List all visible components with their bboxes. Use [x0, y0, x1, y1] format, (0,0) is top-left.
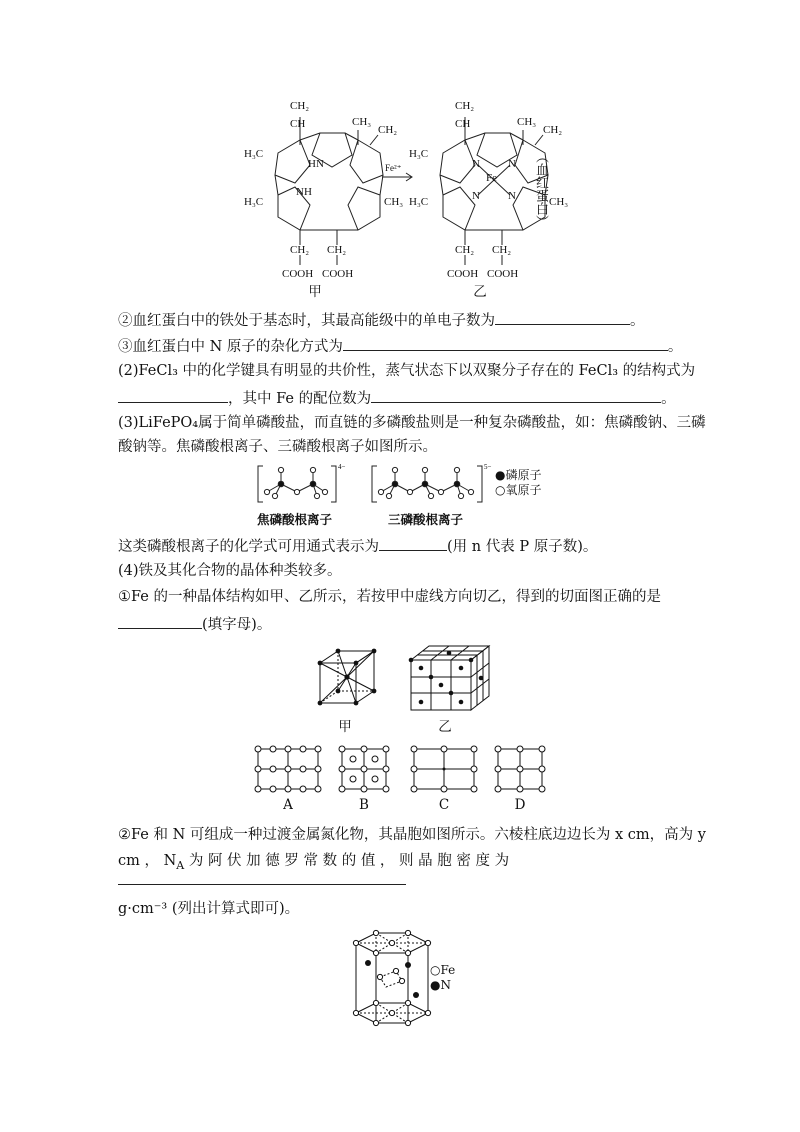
right-ch2-right: CH₂ [543, 124, 563, 136]
p4-q2-line1: ②Fe 和 N 可组成一种过渡金属氮化物，其晶胞如图所示。六棱柱底边边长为 x cm，高为 y [118, 827, 706, 843]
pyro-o-5 [322, 489, 327, 494]
right-n-3: N [472, 190, 480, 202]
right-cooh-1: COOH [447, 268, 479, 280]
tri-o-4 [422, 467, 427, 472]
right-n-1: N [472, 158, 480, 170]
left-ch3-top: CH₃ [352, 116, 372, 128]
pyro-label: 焦磷酸根离子 [257, 512, 333, 527]
pyro-p-2 [310, 481, 316, 487]
tri-o-8 [458, 493, 463, 498]
right-fe: Fe [486, 172, 497, 184]
hexagonal-cell-svg [346, 925, 436, 1033]
cube-yi [405, 640, 495, 715]
option-c-figure [410, 745, 478, 793]
tri-label: 三磷酸根离子 [388, 512, 464, 527]
tri-o-3 [386, 493, 391, 498]
tri-o-2 [392, 467, 397, 472]
left-cooh-1: COOH [282, 268, 314, 280]
left-hn: HN [308, 158, 324, 170]
legend-n: ●N [430, 978, 451, 992]
left-ch3-right: CH₃ [384, 196, 404, 208]
porphyrin-figure [240, 95, 570, 300]
p3-formula-blank[interactable] [379, 534, 447, 551]
left-ch2-chain-2: CH₂ [327, 244, 347, 256]
option-c-label[interactable]: C [438, 797, 450, 813]
tri-charge: 5− [484, 463, 492, 471]
option-a-svg [254, 745, 322, 793]
left-h3c-2: H₃C [244, 196, 264, 208]
hexagonal-legend [430, 963, 455, 993]
p4-q1-line2 [118, 612, 271, 636]
tri-o-bridge-2 [438, 489, 443, 494]
left-ch2-chain-1: CH₂ [290, 244, 310, 256]
p4-q2-density-blank[interactable] [118, 884, 406, 885]
left-h3c-1: H₃C [244, 148, 264, 160]
option-c-svg [410, 745, 478, 793]
p3-line2: 酸钠等。焦磷酸根离子、三磷酸根离子如图所示。 [118, 439, 437, 455]
legend-fe: ○Fe [430, 963, 456, 977]
left-ch2-right: CH₂ [378, 124, 398, 136]
tri-o-5 [428, 493, 433, 498]
pyro-o-4 [310, 467, 315, 472]
p4-q1-end: (填字母)。 [202, 617, 272, 633]
option-d-figure [494, 745, 546, 793]
pyro-p-1 [278, 481, 284, 487]
p2-mid: ，其中 Fe 的配位数为 [228, 391, 372, 407]
p3-formula-line [118, 534, 597, 558]
cube-jia-svg [312, 645, 382, 715]
q3-text: ③血红蛋白中 N 原子的杂化方式为 [118, 339, 343, 355]
right-ch2-chain-2: CH₂ [492, 244, 512, 256]
hexagonal-cell-figure [346, 925, 476, 1035]
p4-q2-cm: cm ， N [118, 853, 177, 869]
p4-q2-unit: g·cm⁻³ (列出计算式即可)。 [118, 901, 300, 917]
q3-line [118, 334, 682, 358]
cube-yi-label: 乙 [438, 719, 452, 735]
right-h3c-1: H₃C [409, 148, 429, 160]
q3-answer-blank[interactable] [343, 334, 668, 351]
tri-p-1 [392, 481, 398, 487]
p4-q2-na-sub: A [176, 858, 185, 872]
left-ch-top: CH [290, 118, 306, 130]
right-ch2-top: CH₂ [455, 100, 475, 112]
right-ch2-chain-1: CH₂ [455, 244, 475, 256]
cube-yi-svg [405, 640, 495, 715]
porphyrin-side-label: （血红蛋白） [533, 150, 548, 228]
p4-intro: (4)铁及其化合物的晶体种类较多。 [118, 563, 342, 579]
legend-oxygen: ○氧原子 [495, 483, 542, 497]
phosphate-legend [495, 468, 541, 498]
right-h3c-2: H₃C [409, 196, 429, 208]
tri-o-1 [378, 489, 383, 494]
left-nh: NH [296, 186, 312, 198]
p3-line1: (3)LiFePO₄属于简单磷酸盐，而直链的多磷酸盐则是一种复杂磷酸盐，如：焦磷酸钠、三磷 [118, 415, 706, 431]
option-a-figure [254, 745, 322, 793]
right-cooh-2: COOH [487, 268, 519, 280]
tri-p-3 [454, 481, 460, 487]
pyro-o-2 [278, 467, 283, 472]
right-ch3-top: CH₃ [517, 116, 537, 128]
pyro-o-1 [264, 489, 269, 494]
left-cooh-2: COOH [322, 268, 354, 280]
p2-coordination-blank[interactable] [371, 386, 661, 403]
p4-q1-line1: ①Fe 的一种晶体结构如甲、乙所示，若按甲中虚线方向切乙，得到的切面图正确的是 [118, 589, 661, 605]
option-d-svg [494, 745, 546, 793]
arrow-label: Fe²⁺ [385, 163, 402, 173]
cube-jia [312, 645, 382, 715]
q2-line [118, 308, 645, 332]
p2-line2 [118, 386, 676, 410]
q2-end: 。 [630, 313, 645, 329]
p2-line1: (2)FeCl₃ 中的化学键具有明显的共价性，蒸气状态下以双聚分子存在的 FeCl₃ 的结构式为 [118, 363, 696, 379]
porphyrin-structures-svg [240, 95, 570, 300]
option-b-label[interactable]: B [359, 797, 369, 813]
q2-answer-blank[interactable] [495, 308, 630, 325]
option-b-svg [338, 745, 390, 793]
pyro-o-3 [272, 493, 277, 498]
pyro-charge: 4− [338, 463, 346, 471]
pyro-o-6 [314, 493, 319, 498]
p3-formula-text: 这类磷酸根离子的化学式可用通式表示为 [118, 539, 379, 555]
p4-q2-line2 [118, 850, 684, 877]
tri-o-7 [468, 489, 473, 494]
p2-end: 。 [661, 391, 676, 407]
q2-text: ②血红蛋白中的铁处于基态时，其最高能级中的单电子数为 [118, 313, 495, 329]
porphyrin-right-caption: 乙 [473, 284, 487, 300]
legend-phosphorus: ●磷原子 [495, 468, 542, 482]
pyro-o-bridge [294, 489, 299, 494]
tri-o-bridge-1 [407, 489, 412, 494]
tri-o-6 [454, 467, 459, 472]
cube-jia-label: 甲 [338, 719, 352, 735]
option-b-figure [338, 745, 390, 793]
p2-structure-blank[interactable] [118, 386, 228, 403]
right-ch-top: CH [455, 118, 471, 130]
porphyrin-left-caption: 甲 [308, 284, 322, 300]
phosphate-figure [255, 460, 555, 532]
p4-q2-rest: 为 阿 伏 加 德 罗 常 数 的 值 ， 则 晶 胞 密 度 为 [188, 853, 510, 869]
right-n-2: N [508, 158, 516, 170]
right-n-4: N [508, 190, 516, 202]
p4-q1-answer-blank[interactable] [118, 612, 202, 629]
q3-end: 。 [667, 339, 683, 355]
option-a-label[interactable]: A [283, 797, 293, 813]
left-ch2-top: CH₂ [290, 100, 310, 112]
option-d-label[interactable]: D [514, 797, 526, 813]
tri-p-2 [422, 481, 428, 487]
p3-formula-end: (用 n 代表 P 原子数)。 [447, 539, 598, 555]
right-ch3-right: CH₃ [549, 196, 569, 208]
